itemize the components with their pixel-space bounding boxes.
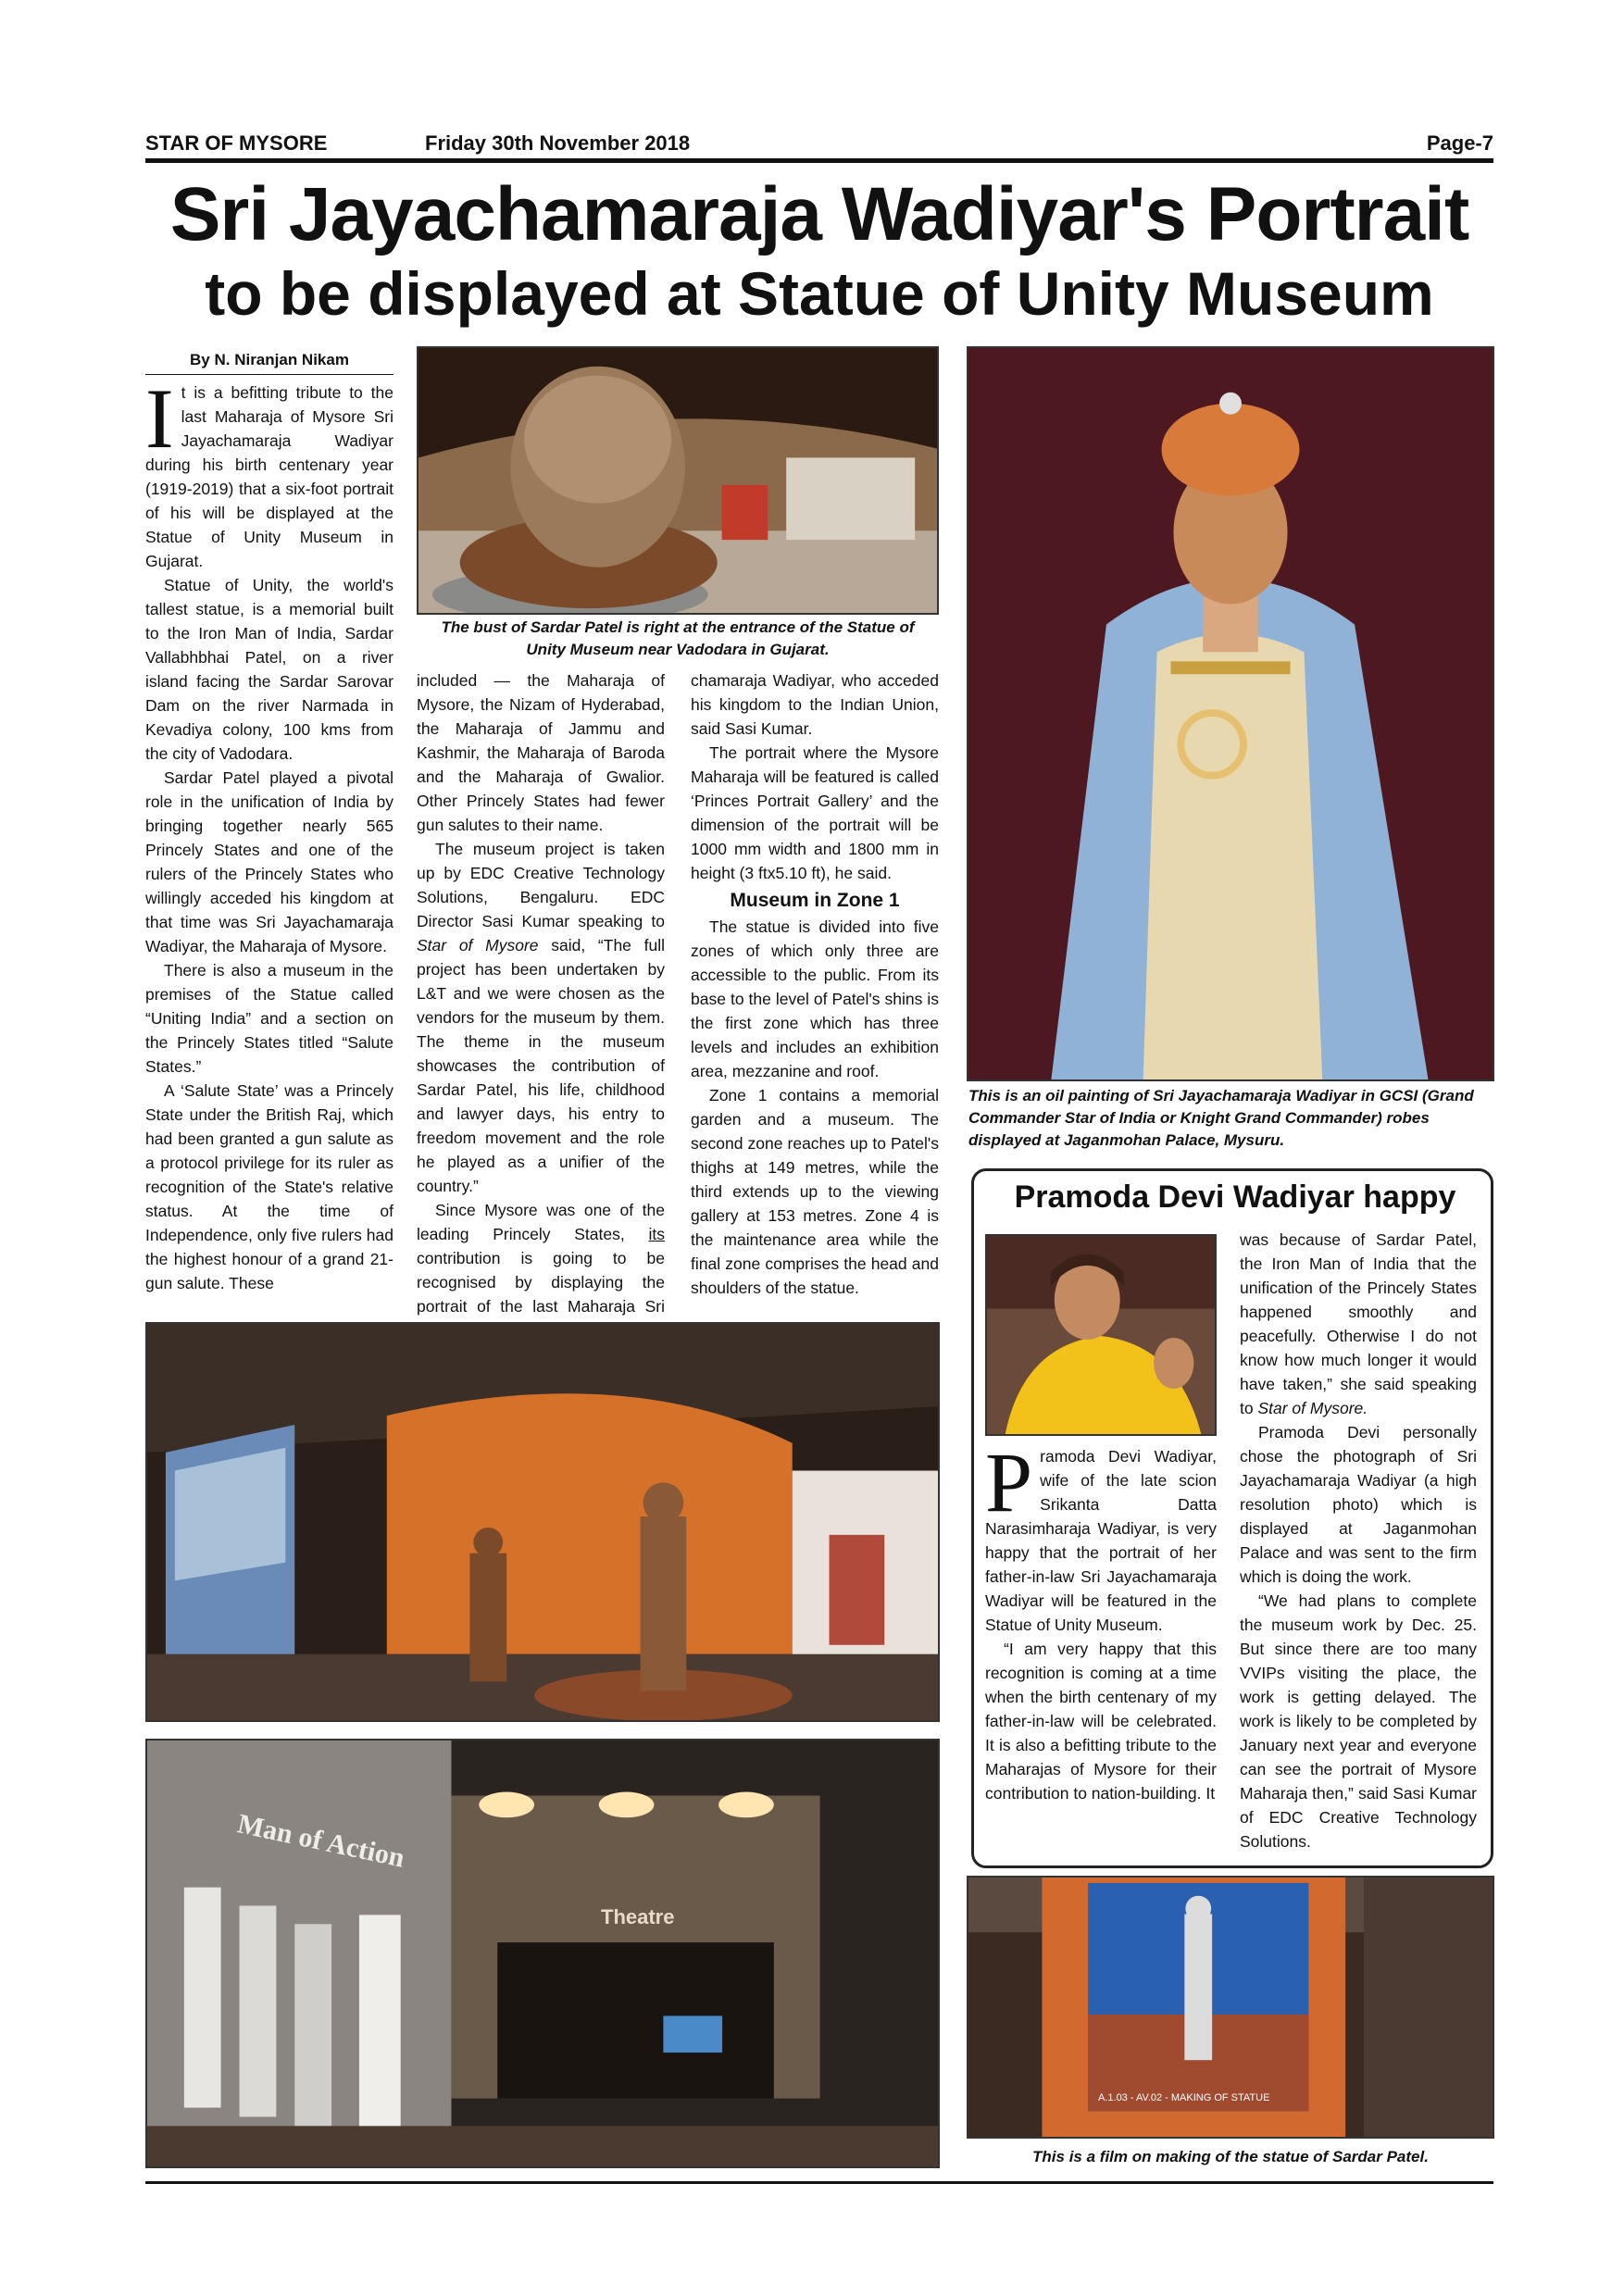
film-photo bbox=[967, 1876, 1494, 2139]
article-paragraph: There is also a museum in the premises of the Statue called “Uniting India” and a section on the Princely States titled “Salute States.” bbox=[145, 961, 394, 1076]
bust-caption: The bust of Sardar Patel is right at the entrance of the Statue of Unity Museum near Vadodara in Gujarat. bbox=[441, 618, 915, 658]
pramoda-devi-image bbox=[987, 1236, 1215, 1434]
sidebar-column-left bbox=[985, 1435, 1217, 1805]
maharaja-painting-image bbox=[968, 348, 1493, 1079]
sidebar-paragraph: Pramoda Devi personally chose the photograph of Sri Jayachamaraja Wadiyar (a high resolution photo) which is displayed at Jaganmohan Palace and was sent to the firm which is doing the work. bbox=[1240, 1423, 1477, 1586]
issue-date: Friday 30th November 2018 bbox=[425, 131, 691, 155]
man-of-action-sign: Man of Action bbox=[234, 1808, 407, 1874]
section-subhead: Museum in Zone 1 bbox=[730, 890, 900, 911]
theatre-sign: Theatre bbox=[601, 1905, 675, 1928]
article-paragraph: A ‘Salute State’ was a Princely State under the British Raj, which had been granted a gun salute as a protocol privilege for its ruler as recognition of the State's relative status. At the time of Independence, only five rulers had the highest honour of a grand 21-gun salute. These bbox=[145, 1081, 394, 1292]
sidebar-paragraph: was because of Sardar Patel, the Iron Man of India that the unification of the Princely States happened smoothly and peacefully. Otherwise I do not know how much longer it would have taken,” she said speaking to Star of Mysore. bbox=[1240, 1230, 1477, 1417]
portrait-caption: This is an oil painting of Sri Jayachamaraja Wadiyar in GCSI (Grand Commander Star of India or Knight Grand Commander) robes displayed at Jaganmohan Palace, Mysuru. bbox=[968, 1087, 1474, 1149]
theatre-image bbox=[147, 1741, 938, 2166]
sidebar-paragraph: “We had plans to complete the museum work by Dec. 25. But since there are too many VVIPs visiting the place, the work is getting delayed. The work is likely to be completed by January next year and everyone can see the portrait of Mysore Maharaja then,” said Sasi Kumar of EDC Creative Technology Solutions. bbox=[1240, 1591, 1477, 1851]
dropcap-letter: I bbox=[145, 371, 174, 466]
article-paragraph: The portrait where the Mysore Maharaja will be featured is called ‘Princes Portrait Gallery’ and the dimension of the portrait will be 1000 mm width and 1800 mm in height (3 ftx5.10 ft), he said. bbox=[691, 743, 939, 882]
sidebar-lead: Pramoda Devi Wadiyar, wife of the late scion Srikanta Datta Narasimharaja Wadiyar, is very happy that the portrait of her father-in-law Sri Jayachamaraja Wadiyar will be featured in the Statue of Unity Museum. bbox=[985, 1435, 1217, 1634]
theatre-photo bbox=[145, 1739, 940, 2168]
article-paragraph: Sardar Patel played a pivotal role in the unification of India by bringing together nearly 565 Princely States and one of the rulers of the Princely States who willingly acceded his kingdom at that time was Sri Jayachamaraja Wadiyar, the Maharaja of Mysore. bbox=[145, 768, 394, 955]
bust-photo bbox=[417, 346, 939, 615]
article-paragraph: The statue is divided into five zones of which only three are accessible to the public. From its base to the level of Patel's shins is the first zone which has three levels and includes an exhibition area, mezzanine and roof. bbox=[691, 917, 939, 1080]
sidebar-title: Pramoda Devi Wadiyar happy bbox=[1014, 1179, 1456, 1215]
pramoda-devi-photo bbox=[985, 1234, 1217, 1436]
article-paragraph: included — the Maharaja of Mysore, the Nizam of Hyderabad, the Maharaja of Jammu and Kashmir, the Maharaja of Baroda and the Maharaja of Gwalior. Other Princely States had fewer gun salutes to their name. bbox=[417, 671, 665, 834]
bust-image bbox=[418, 348, 937, 613]
maharaja-portrait-photo bbox=[967, 346, 1494, 1081]
page-number: Page-7 bbox=[1426, 131, 1493, 155]
headline: Sri Jayachamaraja Wadiyar's Portrait bbox=[169, 172, 1469, 256]
screen-label: A.1.03 - AV.02 - MAKING OF STATUE bbox=[1098, 2092, 1270, 2103]
film-caption: This is a film on making of the statue of Sardar Patel. bbox=[1032, 2148, 1429, 2165]
article-column-3 bbox=[691, 668, 939, 1300]
article-paragraph: Zone 1 contains a memorial garden and a museum. The second zone reaches up to Patel's thighs at 149 metres, while the third extends up to the viewing gallery at 153 metres. Zone 4 is the maintenance area while the final zone comprises the head and shoulders of the statue. bbox=[691, 1086, 939, 1297]
museum-gallery-image bbox=[147, 1324, 938, 1720]
article-column-1 bbox=[145, 348, 394, 1295]
museum-gallery-photo bbox=[145, 1322, 940, 1722]
sidebar-column-right bbox=[1240, 1228, 1477, 1853]
article-paragraph: The museum project is taken up by EDC Creative Technology Solutions, Bengaluru. EDC Director Sasi Kumar speaking to Star of Mysore said, “The full project has been undertaken by L&T and we were chosen as the vendors for the museum by them. The theme in the museum showcases the contribution of Sardar Patel, his life, childhood and lawyer days, his entry to freedom movement and the role he played as a unifier of the country.” bbox=[417, 840, 665, 1195]
article-paragraph: Since Mysore was one of the leading Princely States, its contribution is going to be recognised by displaying the portrait of the last Maharaja Sri bbox=[417, 1201, 665, 1316]
article-paragraph: chamaraja Wadiyar, who acceded his kingdom to the Indian Union, said Sasi Kumar. bbox=[691, 671, 939, 738]
article-column-2 bbox=[417, 668, 665, 1342]
subheadline: to be displayed at Statue of Unity Museum bbox=[205, 259, 1434, 328]
byline: By N. Niranjan Nikam bbox=[145, 348, 394, 375]
paper-name: STAR OF MYSORE bbox=[145, 131, 328, 155]
sidebar-dropcap: P bbox=[985, 1435, 1033, 1529]
footer-rule bbox=[145, 2181, 1493, 2184]
article-lead: It is a befitting tribute to the last Maharaja of Mysore Sri Jayachamaraja Wadiyar during his birth centenary year (1919-2019) that a six-foot portrait of his will be displayed at the Statue of Unity Museum in Gujarat. bbox=[145, 371, 394, 570]
sidebar-paragraph: “I am very happy that this recognition is coming at a time when the birth centenary of my father-in-law will be celebrated. It is also a befitting tribute to the Maharajas of Mysore for their contribution to nation-building. It bbox=[985, 1640, 1217, 1803]
masthead bbox=[145, 131, 1493, 163]
article-paragraph: Statue of Unity, the world's tallest statue, is a memorial built to the Iron Man of India, Sardar Vallabhbhai Patel, on a river island facing the Sardar Sarovar Dam on the river Narmada in Kevadiya colony, 100 kms from the city of Vadodara. bbox=[145, 576, 394, 763]
